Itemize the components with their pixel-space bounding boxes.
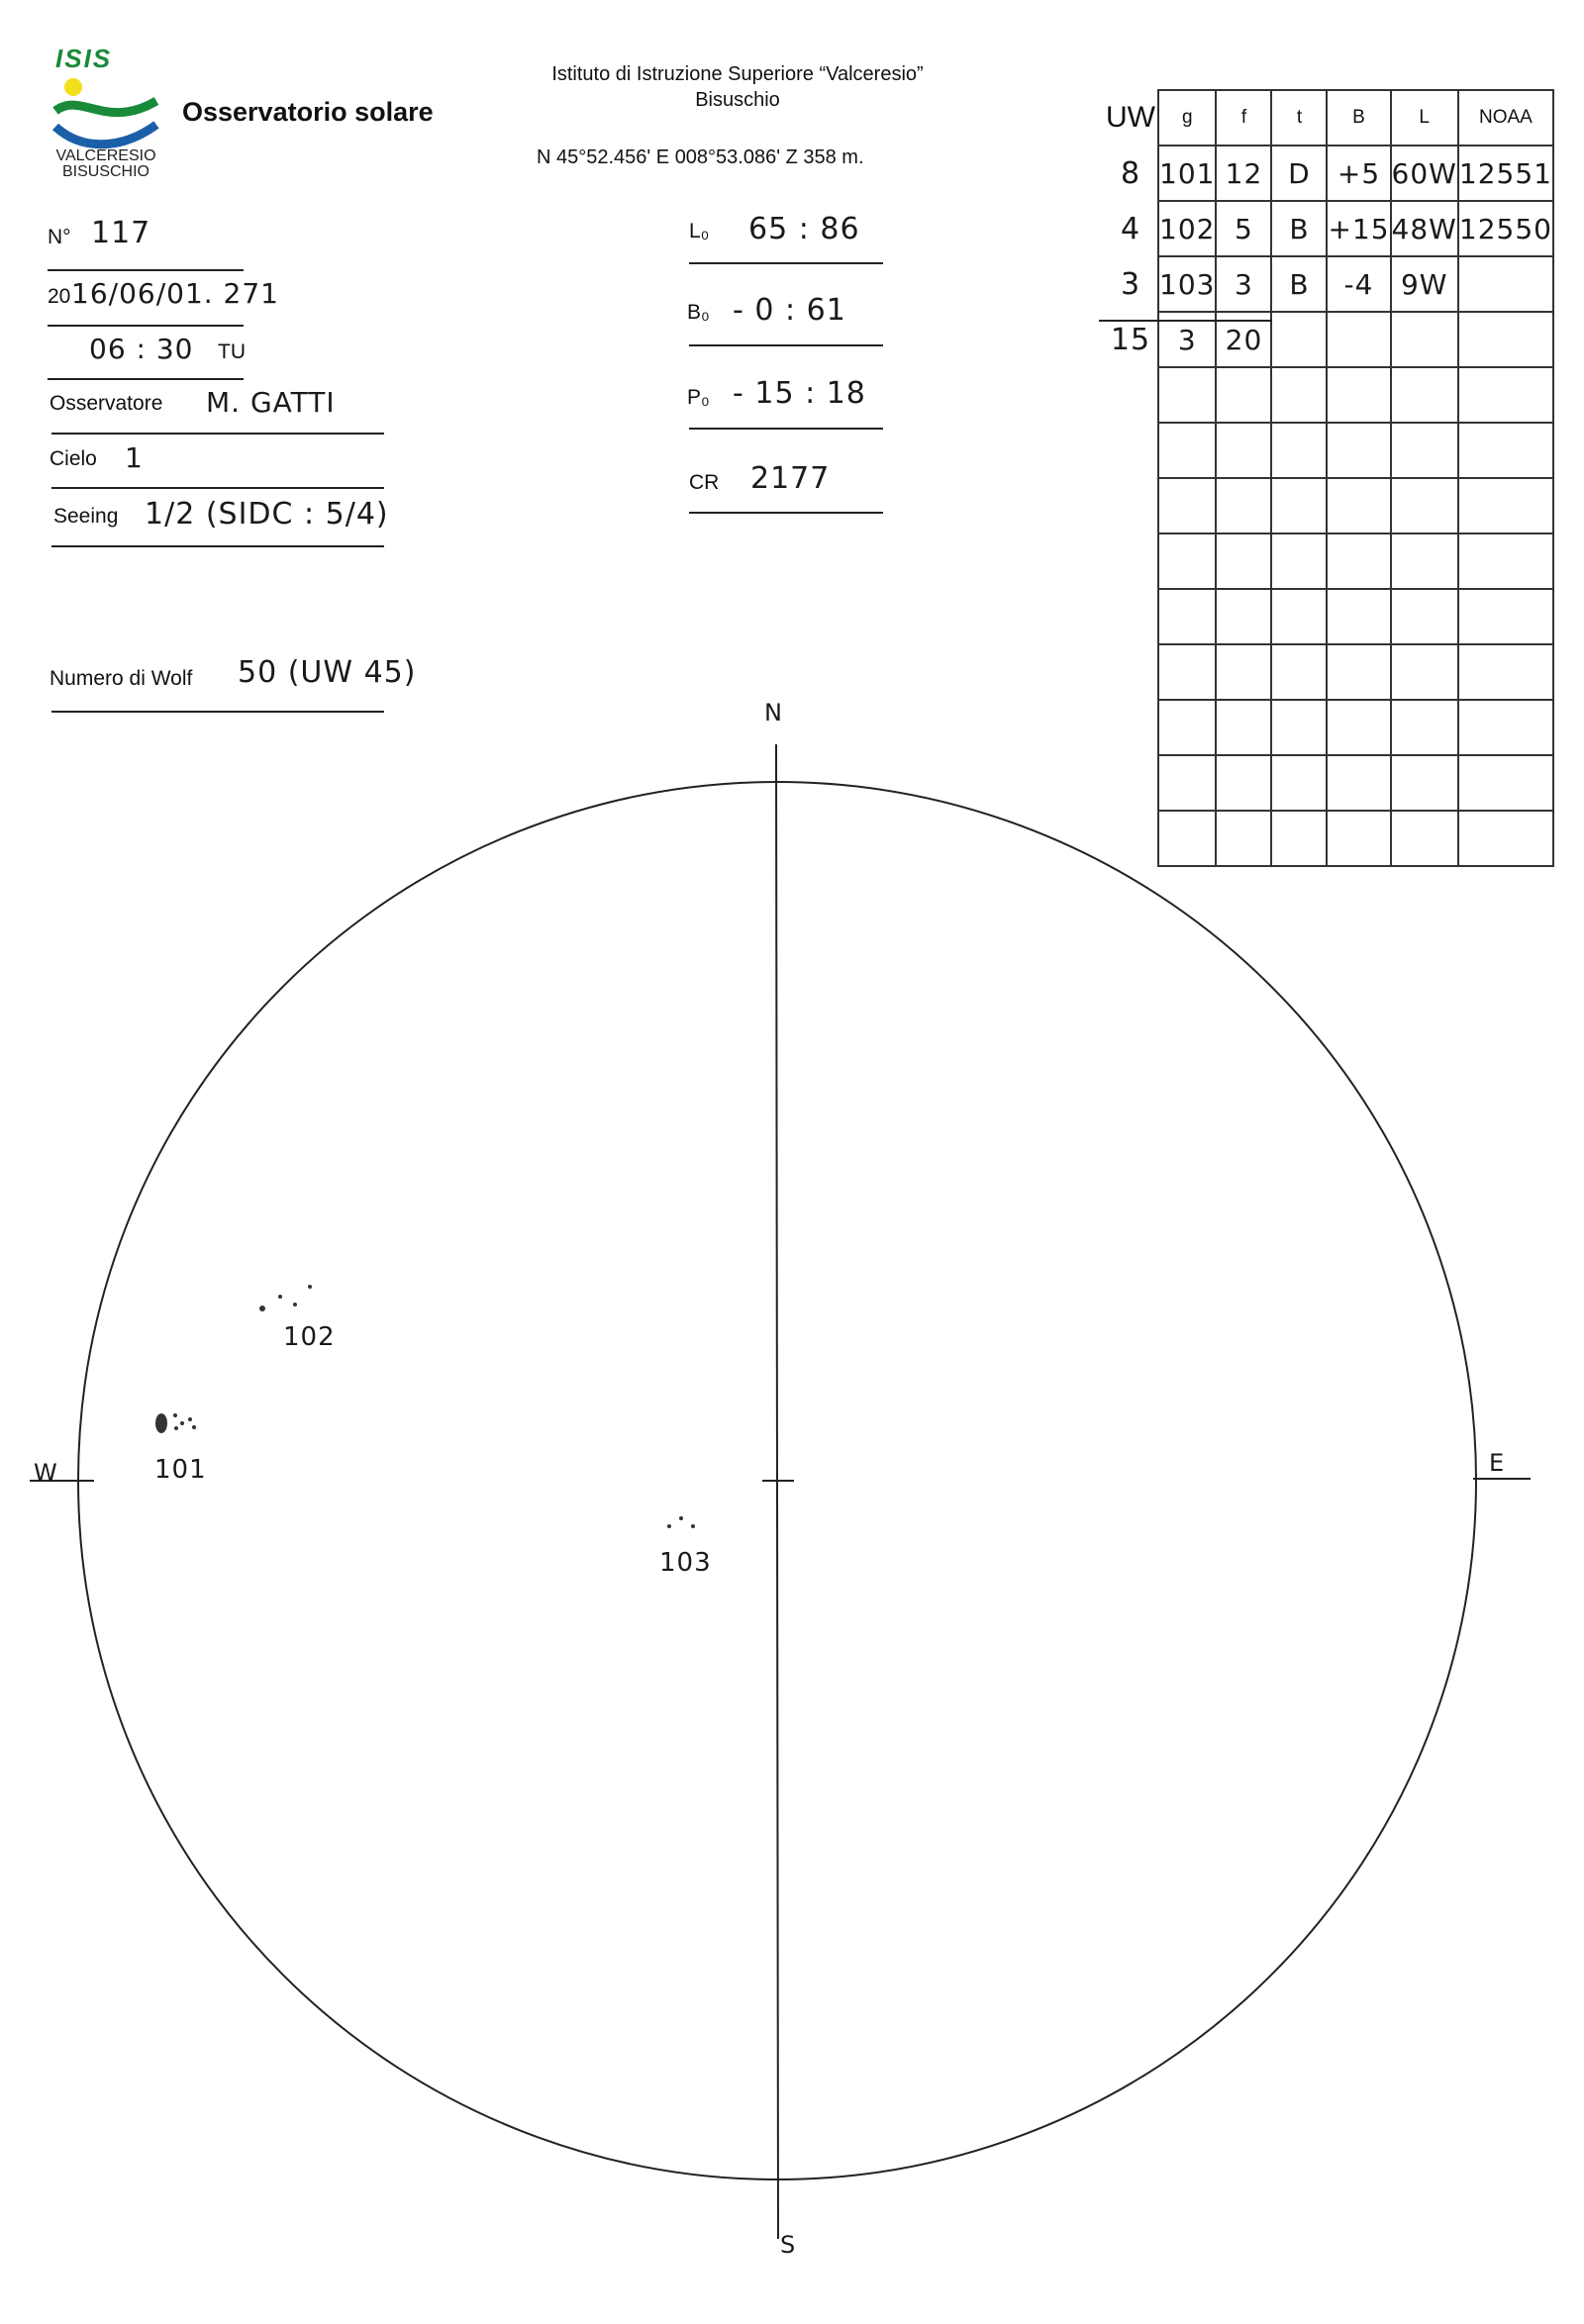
cell-uw: 8 <box>1120 155 1141 191</box>
wolf-value: 50 (UW 45) <box>238 655 417 690</box>
cell-g: 103 <box>1158 256 1216 312</box>
spot-102-dot <box>278 1295 282 1299</box>
logo-sub-line1: VALCERESIO <box>55 147 156 164</box>
header-noaa: NOAA <box>1458 90 1553 145</box>
cell-t: B <box>1271 201 1327 256</box>
header-l: L <box>1391 90 1458 145</box>
observer-label: Osservatore <box>50 392 163 415</box>
p0-value: - 15 : 18 <box>733 376 866 411</box>
date-prefix: 20 <box>48 285 71 308</box>
b0-value: - 0 : 61 <box>733 293 846 328</box>
spot-101-main <box>155 1413 167 1433</box>
spot-101-dot <box>180 1421 184 1425</box>
direction-west: W <box>34 1459 58 1487</box>
spot-102-dot <box>259 1306 265 1311</box>
observatory-title: Osservatorio solare <box>182 97 434 127</box>
time-suffix: TU <box>218 340 246 363</box>
spot-101-dot <box>173 1413 177 1417</box>
sky-label: Cielo <box>50 447 97 470</box>
group-label-102: 102 <box>283 1322 336 1352</box>
cell-f: 5 <box>1216 201 1271 256</box>
spot-102-dot <box>293 1303 297 1307</box>
time-value: 06 : 30 <box>89 333 194 365</box>
seeing-value: 1/2 (SIDC : 5/4) <box>145 497 389 532</box>
logo-sub-line2: BISUSCHIO <box>61 163 149 180</box>
cell-f: 3 <box>1216 256 1271 312</box>
cell-b: -4 <box>1327 256 1390 312</box>
cell-g: 101 <box>1158 145 1216 201</box>
header-t: t <box>1271 90 1327 145</box>
cell-noaa: 12550 <box>1458 201 1553 256</box>
number-label: N° <box>48 226 71 248</box>
spot-103-dot <box>679 1516 683 1520</box>
cell-t: D <box>1271 145 1327 201</box>
cell-t: B <box>1271 256 1327 312</box>
group-label-103: 103 <box>659 1548 712 1578</box>
l0-value: 65 : 86 <box>748 212 860 246</box>
site-coordinates: N 45°52.456' E 008°53.086' Z 358 m. <box>537 146 864 168</box>
direction-south: S <box>780 2231 797 2259</box>
cr-value: 2177 <box>750 461 831 496</box>
cell-uw: 4 <box>1120 211 1141 246</box>
direction-north: N <box>764 699 783 726</box>
cell-noaa: 12551 <box>1458 145 1553 201</box>
cell-b: +15 <box>1327 201 1390 256</box>
p0-label: P₀ <box>687 386 710 409</box>
header-f: f <box>1216 90 1271 145</box>
total-uw: 15 <box>1110 322 1151 357</box>
header-b: B <box>1327 90 1390 145</box>
spot-103-dot <box>667 1524 671 1528</box>
number-value: 117 <box>91 216 151 250</box>
spot-101-dot <box>188 1417 192 1421</box>
header-g: g <box>1158 90 1216 145</box>
cell-l: 9W <box>1391 256 1458 312</box>
direction-east: E <box>1489 1449 1506 1477</box>
total-g: 3 <box>1158 312 1216 367</box>
wolf-label: Numero di Wolf <box>50 667 193 690</box>
cr-label: CR <box>689 471 720 494</box>
group-label-101: 101 <box>154 1455 207 1485</box>
b0-label: B₀ <box>687 301 710 324</box>
spot-101-dot <box>174 1426 178 1430</box>
cell-uw: 3 <box>1120 266 1141 302</box>
seeing-label: Seeing <box>53 505 119 528</box>
date-value: 16/06/01. 271 <box>71 277 279 310</box>
l0-label: L₀ <box>689 220 710 242</box>
meridian-line <box>776 744 778 2239</box>
spot-103-dot <box>691 1524 695 1528</box>
cell-l: 48W <box>1391 201 1458 256</box>
observer-value: M. GATTI <box>206 386 336 419</box>
header-uw: UW <box>1106 101 1155 134</box>
spot-102-dot <box>308 1285 312 1289</box>
logo-text: ISIS <box>55 44 113 73</box>
institute-name: Istituto di Istruzione Superiore “Valceresio” <box>551 63 924 85</box>
institute-town: Bisuschio <box>695 89 780 111</box>
total-f: 20 <box>1216 312 1271 367</box>
cell-l: 60W <box>1391 145 1458 201</box>
spot-101-dot <box>192 1425 196 1429</box>
cell-b: +5 <box>1327 145 1390 201</box>
cell-f: 12 <box>1216 145 1271 201</box>
sky-value: 1 <box>125 441 144 474</box>
cell-g: 102 <box>1158 201 1216 256</box>
